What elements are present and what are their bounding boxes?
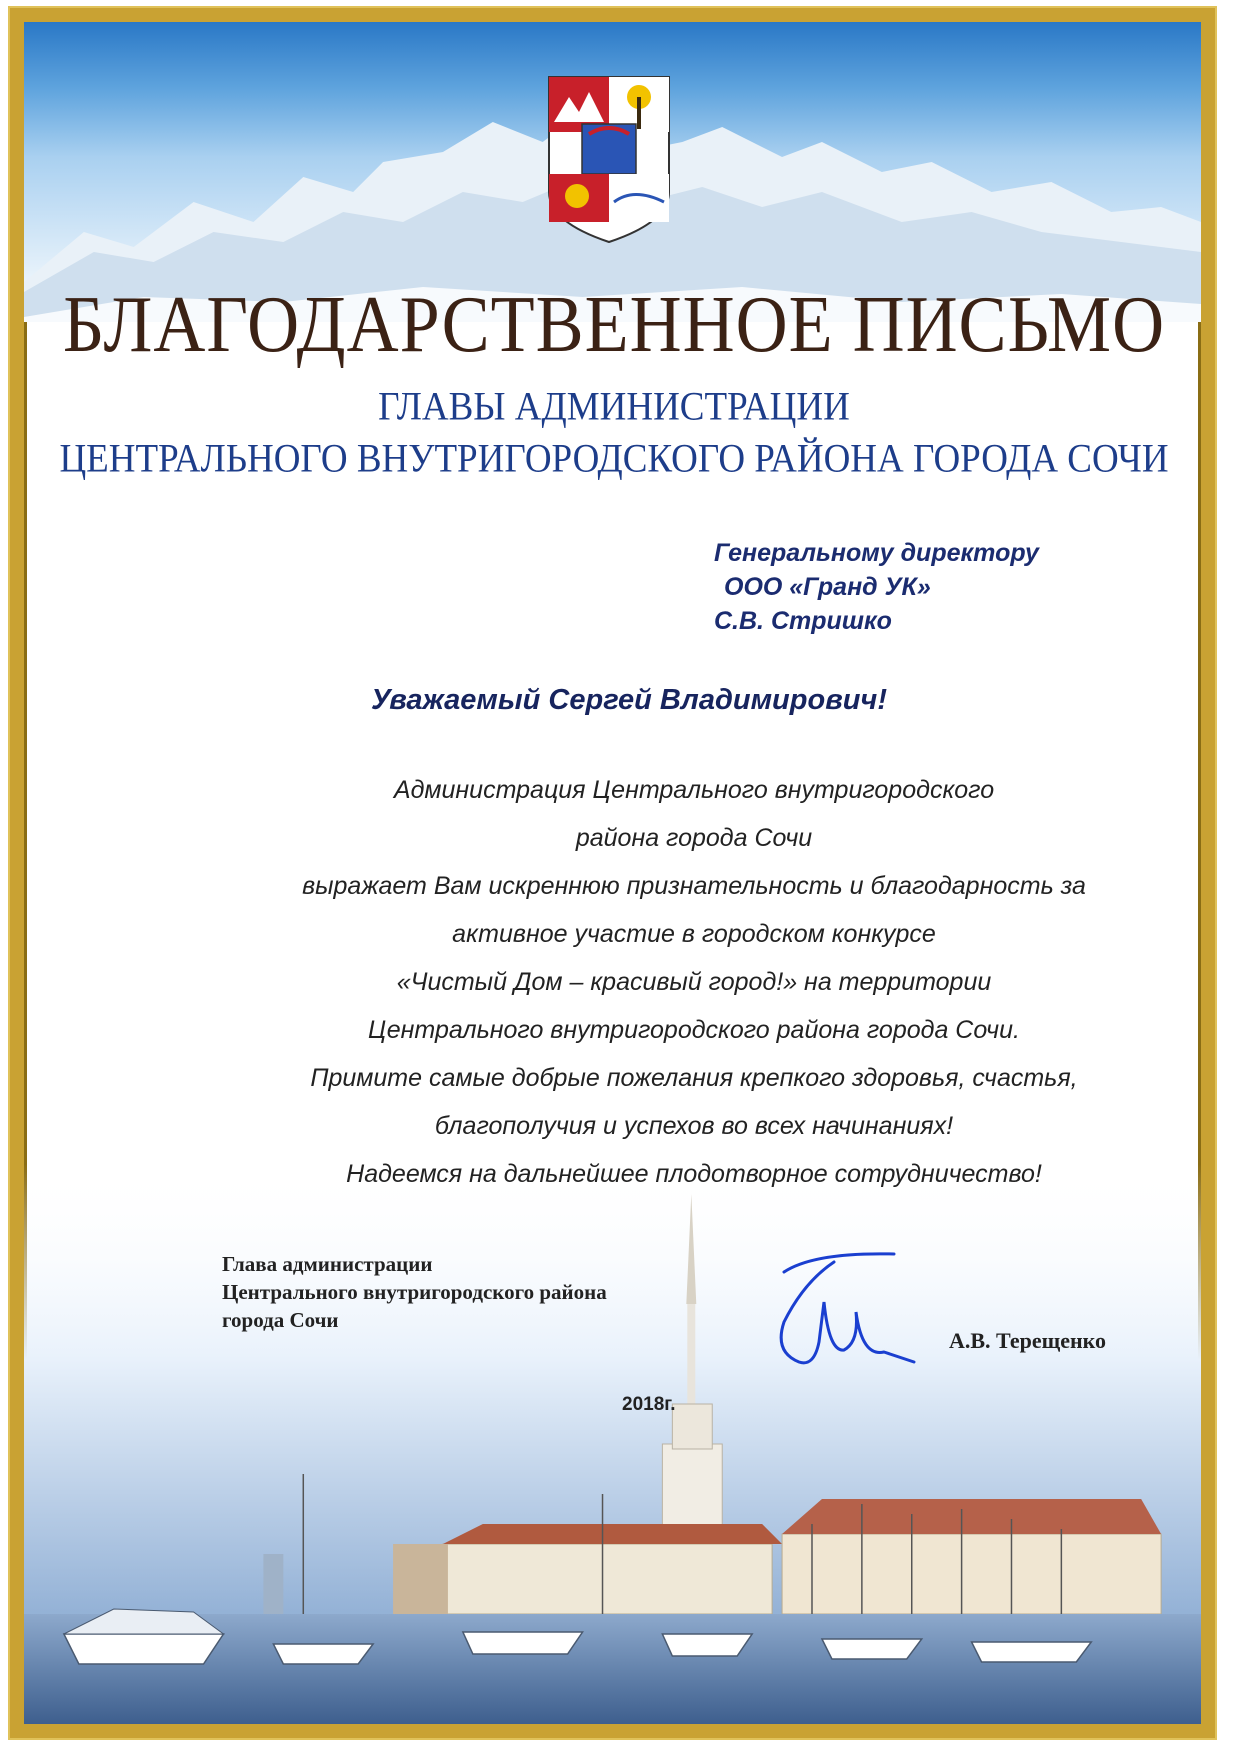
body-line: «Чистый Дом – красивый город!» на территории xyxy=(396,968,992,996)
signatory-position-line2: Центрального внутригородского района xyxy=(222,1280,607,1304)
document-title: БЛАГОДАРСТВЕННОЕ ПИСЬМО xyxy=(62,279,1166,369)
addressee-block xyxy=(714,536,1039,638)
body-line: района города Сочи xyxy=(575,824,813,852)
sochi-coat-of-arms-icon xyxy=(544,72,674,247)
addressee-company: ООО «Гранд УК» xyxy=(724,573,931,601)
body-line: благополучия и успехов во всех начинаниях! xyxy=(434,1112,954,1140)
body-line: выражает Вам искреннюю признательность и благодарность за xyxy=(302,872,1086,900)
body-line: Центрального внутригородского района города Сочи. xyxy=(368,1016,1020,1044)
greeting: Уважаемый Сергей Владимирович! xyxy=(371,684,887,716)
body-line: активное участие в городском конкурсе xyxy=(452,920,936,948)
body-line: Примите самые добрые пожелания крепкого здоровья, счастья, xyxy=(310,1064,1078,1092)
handwritten-signature xyxy=(744,1242,924,1392)
signatory-name: А.В. Терещенко xyxy=(949,1328,1107,1353)
addressee-position: Генеральному директору xyxy=(714,539,1039,567)
signatory-position-line3: города Сочи xyxy=(222,1308,339,1332)
body-line: Надеемся на дальнейшее плодотворное сотрудничество! xyxy=(346,1160,1042,1188)
signatory-position-line1: Глава администрации xyxy=(222,1252,433,1276)
letter-body xyxy=(264,766,1124,1198)
addressee-name: С.В. Стришко xyxy=(714,607,892,635)
body-line: Администрация Центрального внутригородского xyxy=(393,776,995,804)
sochi-seaport-illustration xyxy=(24,1164,1201,1724)
certificate-frame xyxy=(10,8,1215,1738)
issuer-title-line2: ЦЕНТРАЛЬНОГО ВНУТРИГОРОДСКОГО РАЙОНА ГОРОДА СОЧИ xyxy=(59,437,1169,482)
document-year: 2018г. xyxy=(622,1394,676,1415)
issuer-title-line1: ГЛАВЫ АДМИНИСТРАЦИИ xyxy=(378,385,850,430)
signatory-position xyxy=(222,1250,607,1334)
